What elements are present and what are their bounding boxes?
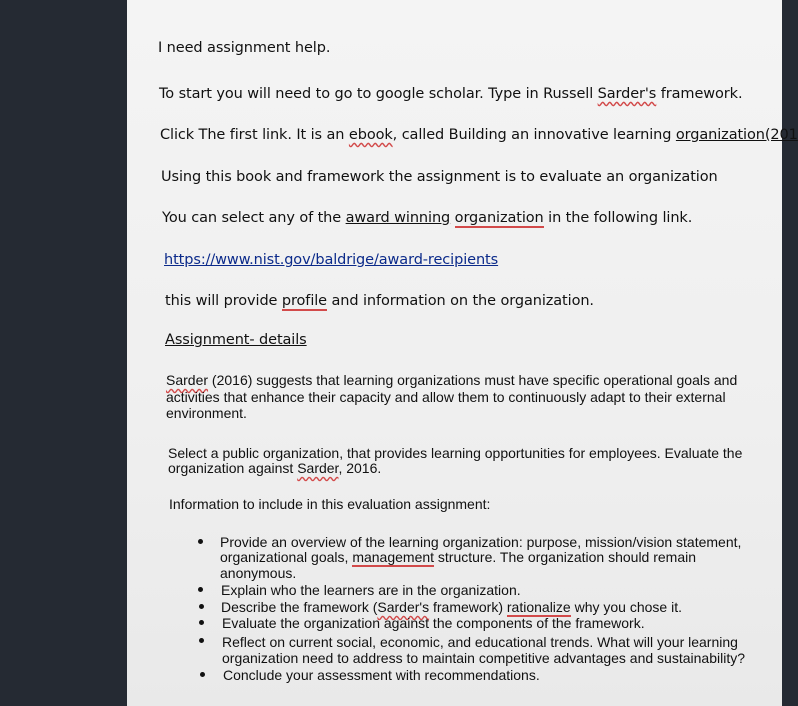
- bullet1-line1: [220, 534, 741, 550]
- text: in the following link.: [543, 210, 693, 226]
- line-using-book: [161, 169, 718, 185]
- para1-line2: [166, 389, 726, 405]
- text: this will provide: [165, 293, 282, 309]
- text: organization against: [168, 460, 298, 476]
- dark-sidebar: [0, 0, 127, 706]
- bullet2: [221, 582, 521, 598]
- text: anonymous.: [220, 565, 297, 581]
- misspelled-word: Sarder's: [597, 86, 657, 102]
- para2-line1: [168, 445, 742, 461]
- document-page: [127, 0, 798, 706]
- text: framework.: [656, 86, 743, 102]
- misspelled-word: Sarder: [297, 460, 339, 476]
- bullet3: [221, 599, 682, 615]
- misspelled-word: Sarder: [166, 372, 209, 388]
- line-link: [164, 252, 498, 268]
- text: why you chose it.: [570, 599, 682, 615]
- underlined-word: organization(201: [675, 127, 798, 143]
- bullet5-line2: [222, 650, 745, 666]
- bullet5-line1: [222, 634, 738, 650]
- bullet6: [223, 667, 540, 683]
- flagged-word: profile: [281, 293, 327, 309]
- bullet1-line2: [220, 549, 696, 565]
- line-need-help: [158, 40, 330, 56]
- text: activities that enhance their capacity and allow them to continuously adapt to their external: [166, 389, 726, 405]
- line-profile: [165, 293, 594, 309]
- text: (2016) suggests that learning organizations must have specific operational goals and: [208, 372, 738, 388]
- flagged-word: organization: [454, 210, 544, 226]
- bullet-dot: [200, 672, 205, 677]
- text: Select a public organization, that provides learning opportunities for employees. Evaluate the: [168, 445, 743, 461]
- text: Describe the framework (: [221, 599, 378, 615]
- text: , called Building an innovative learning: [392, 127, 676, 143]
- bullet1-line3: [220, 565, 296, 581]
- bullet-dot: [198, 539, 203, 544]
- underlined-phrase: award winning: [345, 210, 451, 226]
- para1-line3: [166, 405, 247, 421]
- misspelled-word: ebook: [348, 127, 393, 143]
- bullet-dot: [199, 604, 204, 609]
- para2-line2: [168, 460, 381, 476]
- text: organization need to address to maintain competitive advantages and sustainability?: [222, 650, 745, 666]
- bullet-dot: [198, 587, 203, 592]
- para3: [169, 496, 490, 512]
- text: Click The first link. It is an: [160, 127, 349, 143]
- line-google-scholar: [159, 86, 742, 102]
- text: You can select any of the: [162, 210, 346, 226]
- bullet-dot: [199, 620, 204, 625]
- bullet-dot: [199, 638, 204, 643]
- para1-line1: [166, 372, 737, 388]
- award-recipients-link[interactable]: https://www.nist.gov/baldrige/award-recipients: [164, 252, 499, 268]
- line-first-link: [160, 127, 798, 143]
- misspelled-word: Sarder's: [377, 599, 430, 615]
- text: Provide an overview of the learning organization: purpose, mission/vision statement,: [220, 534, 742, 550]
- text: Evaluate the organization against the components of the framework.: [222, 615, 645, 631]
- flagged-word: rationalize: [506, 599, 571, 615]
- text: Explain who the learners are in the organization.: [221, 582, 521, 598]
- text: and information on the organization.: [327, 293, 594, 309]
- text: Information to include in this evaluation assignment:: [169, 496, 491, 512]
- text: [450, 210, 455, 226]
- text: Using this book and framework the assignment is to evaluate an organization: [161, 169, 718, 185]
- text: structure. The organization should remain: [434, 549, 697, 565]
- text: To start you will need to go to google scholar. Type in Russell: [159, 86, 598, 102]
- assignment-heading: [165, 332, 307, 348]
- text: environment.: [166, 405, 247, 421]
- line-select-org: [162, 210, 692, 226]
- text: Reflect on current social, economic, and educational trends. What will your learning: [222, 634, 738, 650]
- text: , 2016.: [338, 460, 382, 476]
- heading-text: Assignment- details: [165, 332, 307, 348]
- text: Conclude your assessment with recommendations.: [223, 667, 540, 683]
- flagged-word: management: [352, 549, 435, 565]
- text: I need assignment help.: [158, 40, 331, 56]
- text: framework): [429, 599, 507, 615]
- text: organizational goals,: [220, 549, 353, 565]
- bullet4: [222, 615, 645, 631]
